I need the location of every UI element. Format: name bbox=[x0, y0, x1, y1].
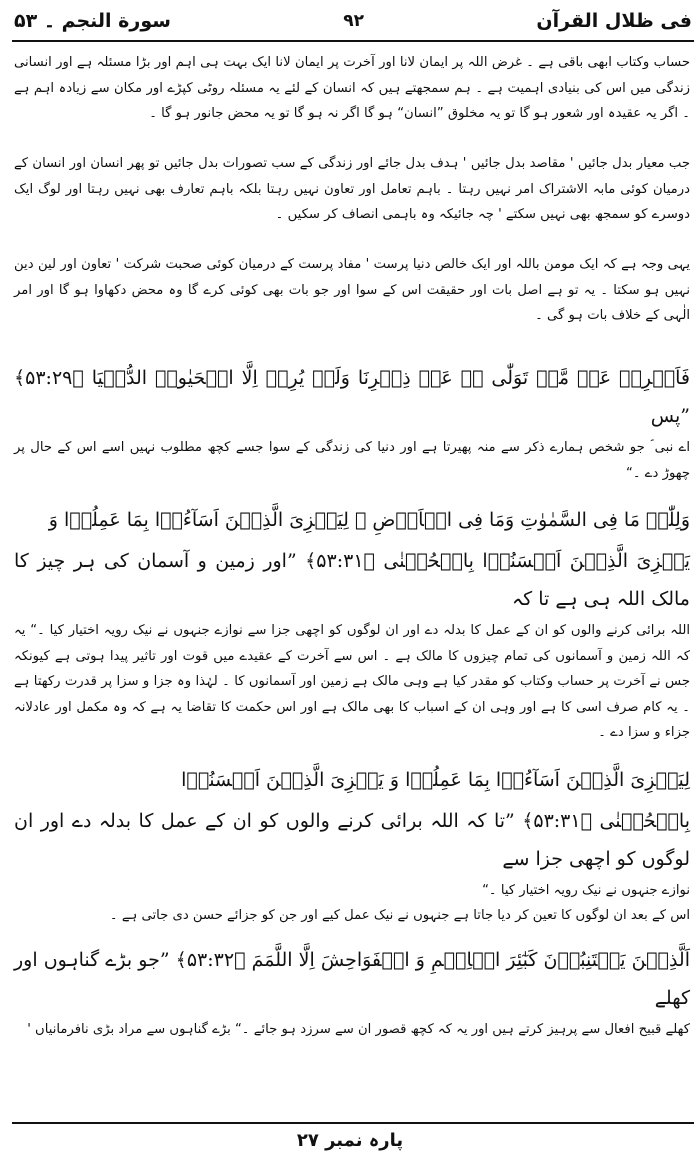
footer-divider bbox=[12, 1122, 694, 1124]
ayah-53-31-repeat-line-2: بِالۡحُسۡنٰی ﴿۵۳:۳۱﴾ ”تا کہ اللہ برائی کرنے والوں کو ان کے عمل کا بدلہ دے اور ان لوگوں کو اچھی جزا سے bbox=[14, 809, 690, 870]
page-header bbox=[14, 4, 692, 38]
ayah-53-32-translation: کھلے قبیح افعال سے پرہیز کرتے ہیں اور یہ کہ کچھ قصور ان سے سرزد ہو جائے ۔“ بڑے گناہوں سے مراد بڑی نافرمانیاں ' bbox=[27, 1021, 690, 1037]
paragraph-standards-change: جب معیار بدل جائیں ' مقاصد بدل جائیں ' ہدف بدل جائے اور زندگی کے سب تصورات بدل جائیں تو پھر انسان اور انسان کے درمیان کوئی مابہ الاشتراک امر نہیں رہتا ۔ باہم تعامل اور تعاون نہیں رہتا بلکہ باہم تعارف بھی نہیں رہتا اور لوگ ایک دوسرے کو سمجھ بھی نہیں سکتے ' چہ جائیکہ وہ باہمی انصاف کر سکیں ۔ bbox=[14, 156, 690, 222]
ayah-53-31-translation-end: نوازے جنہوں نے نیک رویہ اختیار کیا ۔“ bbox=[482, 882, 690, 898]
ayah-53-31-line-1: وَلِلّٰہِ مَا فِی السَّمٰوٰتِ وَمَا فِی الۡاَرۡضِ ۙ لِیَجۡزِیَ الَّذِیۡنَ اَسَآءُوۡا بِمَا عَمِلُوۡا وَ bbox=[48, 509, 690, 531]
paragraph-ownership-heavens: اللہ برائی کرنے والوں کو ان کے عمل کا بدلہ دے اور ان لوگوں کو اچھی جزا سے نوازے جنہوں نے نیک رویہ اختیار کیا ۔“ یہ کہ اللہ زمین و آسمانوں کی تمام چیزوں کا مالک ہے ۔ اس سے آخرت کے عقیدے میں قوت اور تاثیر پیدا ہوتی ہے کیونکہ جس نے آخرت پر حساب وکتاب کو مقدر کیا ہے وہی مالک ہے زمین اور آسمانوں کا ۔ لہٰذا وہ جزا و سزا پر قدرت رکھتا ہے ۔ یہ کام صرف اسی کا ہے اور وہی ان کے اسباب کا بھی مالک ہے اور اس حکمت کا تقاضا یہ ہے کہ وہ مکمل اور عادلانہ جزاء و سزا دے ۔ bbox=[14, 623, 690, 740]
para-number-footer: پارہ نمبر ۲۷ bbox=[296, 1130, 404, 1151]
surah-label: سورة النجم ۔ ۵۳ bbox=[14, 10, 171, 32]
spacer bbox=[14, 486, 690, 498]
ayah-53-31-line-2: یَجۡزِیَ الَّذِیۡنَ اَحۡسَنُوۡا بِالۡحُسۡنٰی ﴿۵۳:۳۱﴾ ”اور زمین و آسمان کی ہر چیز کا مالک اللہ ہی ہے تا کہ bbox=[14, 550, 690, 610]
page-number: ۹۲ bbox=[343, 11, 365, 31]
ayah-53-31-repeat-line-1: لِیَجۡزِیَ الَّذِیۡنَ اَسَآءُوۡا بِمَا عَمِلُوۡا وَ یَجۡزِیَ الَّذِیۡنَ اَحۡسَنُوۡا bbox=[181, 768, 690, 791]
page-body bbox=[14, 50, 690, 1042]
paragraph-hereafter-importance: حساب وکتاب ابھی باقی ہے ۔ غرض اللہ پر ایمان لانا اور آخرت پر ایمان لانا ایک بہت ہی اہم اور بڑا مسئلہ ہے اور انسانی زندگی میں اس کی بنیادی اہمیت ہے ۔ ہم سمجھتے ہیں کہ انسان کے لئے یہ مسئلہ روٹی کپڑے اور مکان سے زیادہ اہم ہے ۔ اگر یہ عقیدہ اور شعور ہو گا تو یہ مخلوق ”انسان“ ہو گا اگر نہ ہو گا تو یہ محض جانور ہو گا ۔ bbox=[14, 55, 690, 121]
ayah-53-32: اَلَّذِیۡنَ یَجۡتَنِبُوۡنَ کَبٰٓئِرَ الۡاِثۡمِ وَ الۡفَوَاحِشَ اِلَّا اللَّمَمَ ﴿۵۳:۳۲﴾ ”جو بڑے گناہوں اور کھلے bbox=[14, 948, 690, 1009]
paragraph-good-doers-intro: اس کے بعد ان لوگوں کا تعین کر دیا جاتا ہے جنہوں نے نیک عمل کیے اور جن کو جزائے حسن دی جاتی ہے ۔ bbox=[109, 908, 690, 923]
spacer bbox=[14, 929, 690, 941]
ayah-53-29: فَاَعۡرِضۡ عَنۡ مَّنۡ تَوَلّٰی ۬ۙ عَنۡ ذِکۡرِنَا وَلَمۡ یُرِدۡ اِلَّا الۡحَیٰوۃَ الدُّنۡیَا ﴿۵۳:۲۹﴾ ”پس bbox=[14, 367, 690, 427]
book-title: فی ظلال القرآن bbox=[536, 10, 692, 32]
ayah-53-29-translation: اے نبی ؐ جو شخص ہمارے ذکر سے منہ پھیرتا ہے اور دنیا کی زندگی کے سوا جسے کچھ مطلوب نہیں اسے اس کے حال پر چھوڑ دے ۔“ bbox=[14, 440, 690, 481]
spacer bbox=[14, 746, 690, 758]
header-divider bbox=[12, 40, 694, 42]
paragraph-believer-vs-worldly: یہی وجہ ہے کہ ایک مومن باللہ اور ایک خالص دنیا پرست ' مفاد پرست کے درمیان کوئی صحبت شرکت ' تعاون اور لین دین نہیں ہو سکتا ۔ یہ تو ہے اصل بات اور حقیقت اس کے سوا اور جو بات بھی کوئی کرے گا وہ محض دکھاوا ہو گا اور امر الٰہی کے خلاف بات ہو گی ۔ bbox=[14, 257, 690, 323]
